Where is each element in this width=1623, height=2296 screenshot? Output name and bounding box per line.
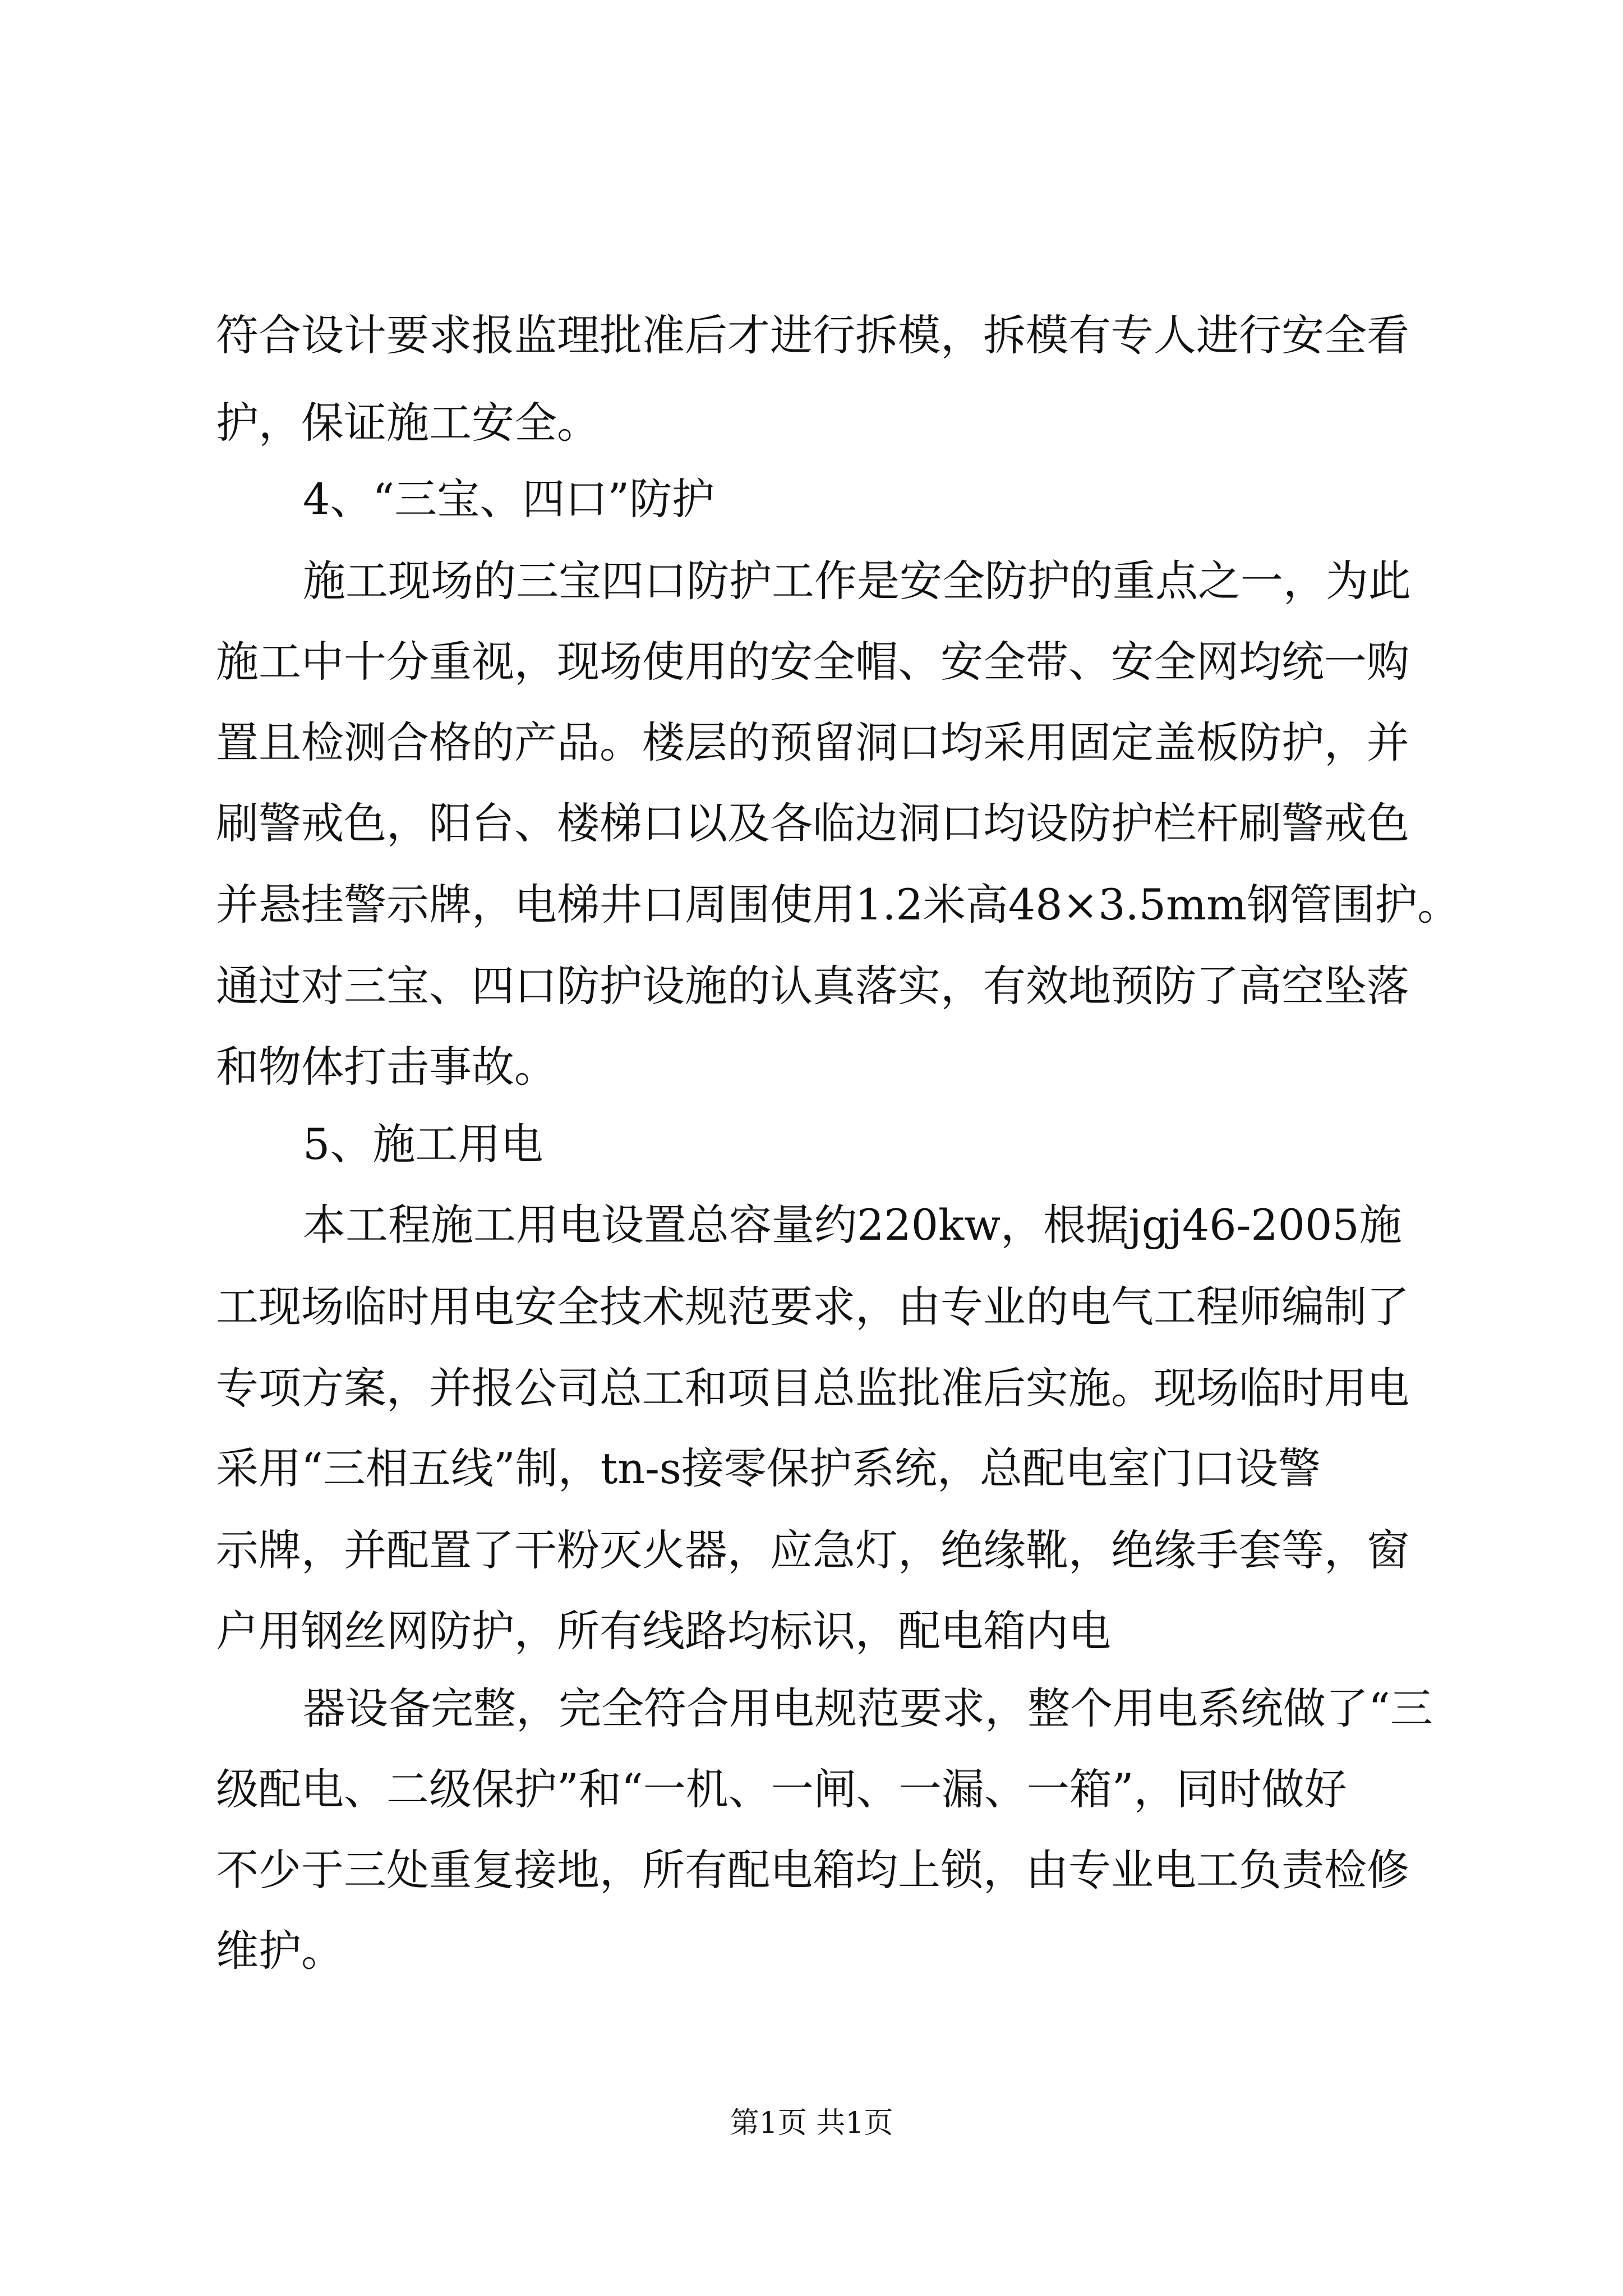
text-line: 维护。 <box>216 1926 344 1976</box>
section-heading: 5、施工用电 <box>303 1119 543 1169</box>
section-heading: 4、“三宝、四口”防护 <box>303 474 715 524</box>
text-line: 本工程施工用电设置总容量约220kw，根据jgj46-2005施 <box>303 1200 1402 1250</box>
text-line: 置且检测合格的产品。楼层的预留洞口均采用固定盖板防护，并 <box>216 717 1409 767</box>
text-line: 工现场临时用电安全技术规范要求，由专业的电气工程师编制了 <box>216 1282 1409 1332</box>
text-line: 示牌，并配置了干粉灭火器，应急灯，绝缘靴，绝缘手套等，窗 <box>216 1525 1409 1575</box>
text-line: 和物体打击事故。 <box>216 1042 557 1092</box>
text-line: 并悬挂警示牌，电梯井口周围使用1.2米高48×3.5mm钢管围护。 <box>216 880 1460 930</box>
text-line: 施工中十分重视，现场使用的安全帽、安全带、安全网均统一购 <box>216 637 1409 687</box>
text-line: 器设备完整，完全符合用电规范要求，整个用电系统做了“三 <box>303 1683 1433 1733</box>
text-line: 施工现场的三宝四口防护工作是安全防护的重点之一，为此 <box>303 556 1411 606</box>
text-line: 采用“三相五线”制，tn-s接零保护系统，总配电室门口设警 <box>216 1443 1321 1493</box>
text-line: 户用钢丝网防护，所有线路均标识，配电箱内电 <box>216 1606 1111 1656</box>
text-line: 护，保证施工安全。 <box>216 398 600 448</box>
text-line: 不少于三处重复接地，所有配电箱均上锁，由专业电工负责检修 <box>216 1845 1409 1895</box>
text-line: 级配电、二级保护”和“一机、一闸、一漏、一箱”，同时做好 <box>216 1764 1347 1814</box>
page-footer: 第1页 共1页 <box>730 2106 893 2140</box>
text-line: 专项方案，并报公司总工和项目总监批准后实施。现场临时用电 <box>216 1363 1409 1413</box>
text-line: 通过对三宝、四口防护设施的认真落实，有效地预防了高空坠落 <box>216 961 1409 1011</box>
text-line: 符合设计要求报监理批准后才进行拆模，拆模有专人进行安全看 <box>216 310 1409 360</box>
text-line: 刷警戒色，阳台、楼梯口以及各临边洞口均设防护栏杆刷警戒色 <box>216 798 1409 848</box>
